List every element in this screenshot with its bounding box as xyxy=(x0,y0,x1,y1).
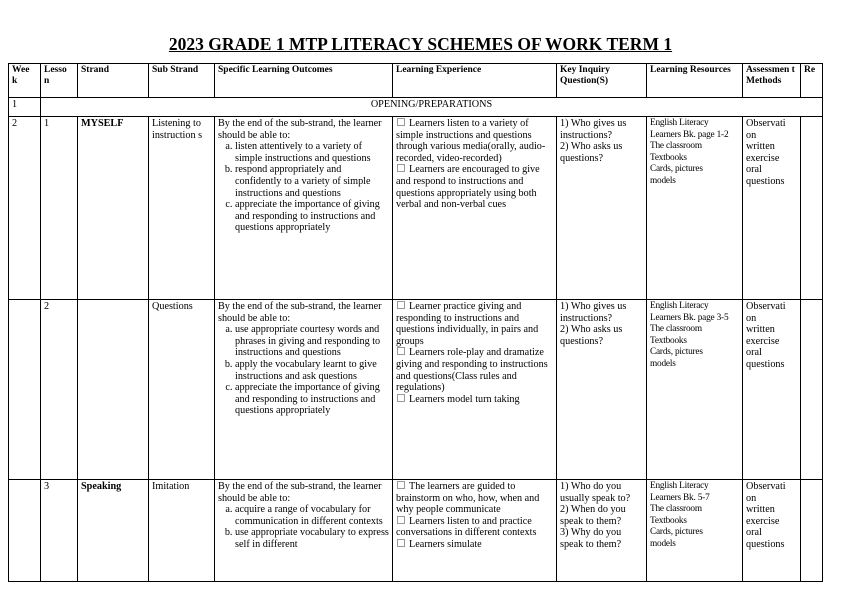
table-row xyxy=(9,117,823,300)
schemes-table xyxy=(8,63,823,582)
experience-cell xyxy=(393,480,557,582)
assessment-item: Observati on xyxy=(746,301,786,324)
column-header: Specific Learning Outcomes xyxy=(215,64,393,98)
substrand-value: Imitation xyxy=(152,481,190,492)
remarks-cell xyxy=(801,117,823,300)
lesson-cell xyxy=(41,480,78,582)
experience-item xyxy=(396,516,553,539)
experience-item xyxy=(396,481,553,516)
assessment-item: oral xyxy=(746,164,762,176)
lesson-cell xyxy=(41,300,78,480)
resource-item: Learners Bk. page 3-5 xyxy=(650,312,729,323)
resource-item: The classroom xyxy=(650,504,702,515)
column-header: Learning Experience xyxy=(393,64,557,98)
experience-item xyxy=(396,394,553,406)
lesson-value: 3 xyxy=(44,481,50,492)
substrand-cell xyxy=(149,300,215,480)
experience-item xyxy=(396,539,553,551)
resource-item: English Literacy xyxy=(650,481,709,491)
outcome-item: a. use appropriate courtesy words and phrases in giving and responding to instructions and questions xyxy=(235,324,389,359)
question-item: 1) Who gives us instructions? xyxy=(560,301,627,324)
question-item: 1) Who do you usually speak to? xyxy=(560,481,631,504)
bullet-box-icon xyxy=(397,347,405,355)
assessment-item: oral xyxy=(746,347,762,359)
question-item: 2) Who asks us questions? xyxy=(560,141,623,164)
assessment-item: exercise xyxy=(746,515,780,527)
outcomes-cell xyxy=(215,300,393,480)
strand-cell xyxy=(78,300,149,480)
lesson-cell xyxy=(41,117,78,300)
table-row xyxy=(9,480,823,582)
outcome-item: c. appreciate the importance of giving and responding to instructions and questions appropriately xyxy=(235,199,389,234)
strand-value: MYSELF xyxy=(81,118,124,129)
outcome-item: c. appreciate the importance of giving and responding to instructions and questions appropriately xyxy=(235,382,389,417)
resource-item: Textbooks xyxy=(650,152,687,163)
column-header: Key Inquiry Question(S) xyxy=(557,64,647,98)
week-cell xyxy=(9,480,41,582)
question-item: 2) Who asks us questions? xyxy=(560,324,623,347)
experience-text: Learners are encouraged to give and respond to instructions and questions appropriately using both verbal and non-verbal cues xyxy=(396,164,540,211)
week-cell xyxy=(9,117,41,300)
questions-cell xyxy=(557,480,647,582)
resource-item: Learners Bk. page 1-2 xyxy=(650,129,729,140)
column-header: Strand xyxy=(78,64,149,98)
week-cell xyxy=(9,300,41,480)
bullet-box-icon xyxy=(397,539,405,547)
substrand-value: Questions xyxy=(152,301,193,312)
bullet-box-icon xyxy=(397,394,405,402)
assessment-item: written xyxy=(746,324,775,336)
week-value: 2 xyxy=(12,118,18,129)
column-header: Wee k xyxy=(9,64,41,98)
remarks-cell xyxy=(801,300,823,480)
column-header: Sub Strand xyxy=(149,64,215,98)
assessment-item: oral xyxy=(746,527,762,539)
experience-text: Learners listen to a variety of simple instructions and questions through various media(orally, audio-recorded, video-recorded) xyxy=(396,118,546,164)
resource-item: Textbooks xyxy=(650,515,687,526)
experience-text: Learners simulate xyxy=(409,538,482,550)
bullet-box-icon xyxy=(397,481,405,489)
column-header: Learning Resources xyxy=(647,64,743,98)
outcome-intro: By the end of the sub-strand, the learner should be able to: xyxy=(218,481,382,504)
resources-cell xyxy=(647,480,743,582)
outcomes-cell xyxy=(215,117,393,300)
resource-item: English Literacy xyxy=(650,118,709,128)
resource-item: Cards, pictures xyxy=(650,347,703,358)
assessment-item: questions xyxy=(746,358,785,370)
page-title: 2023 GRADE 1 MTP LITERACY SCHEMES OF WORK TERM 1 xyxy=(168,34,673,54)
question-item: 2) When do you speak to them? xyxy=(560,504,626,527)
substrand-value: Listening to instruction s xyxy=(152,118,203,141)
bullet-box-icon xyxy=(397,118,405,126)
experience-item xyxy=(396,118,553,164)
resource-item: The classroom xyxy=(650,324,702,335)
outcome-item: a. listen attentively to a variety of simple instructions and questions xyxy=(235,141,389,164)
outcome-item: b. respond appropriately and confidently to a variety of simple instructions and questions xyxy=(235,164,389,199)
opening-cell: OPENING/PREPARATIONS xyxy=(41,98,823,117)
experience-cell xyxy=(393,117,557,300)
bullet-box-icon xyxy=(397,516,405,524)
column-header: Lesso n xyxy=(41,64,78,98)
assessment-item: written xyxy=(746,141,775,153)
resources-cell xyxy=(647,117,743,300)
questions-cell xyxy=(557,117,647,300)
resource-item: models xyxy=(650,175,676,186)
experience-text: Learner practice giving and responding to instructions and questions individually, in pairs and groups xyxy=(396,301,539,347)
resource-item: English Literacy xyxy=(650,301,709,311)
strand-cell xyxy=(78,480,149,582)
assessment-item: exercise xyxy=(746,152,780,164)
outcome-intro: By the end of the sub-strand, the learner should be able to: xyxy=(218,301,382,324)
assessment-cell xyxy=(743,480,801,582)
resources-cell xyxy=(647,300,743,480)
column-header: Re xyxy=(801,64,823,98)
experience-text: Learners listen to and practice conversations in different contexts xyxy=(396,515,537,539)
assessment-cell xyxy=(743,117,801,300)
outcomes-cell xyxy=(215,480,393,582)
outcome-item: b. apply the vocabulary learnt to give instructions and ask questions xyxy=(235,359,389,382)
assessment-item: Observati on xyxy=(746,481,786,504)
experience-text: The learners are guided to brainstorm on who, how, when and why people communicate xyxy=(396,481,540,516)
remarks-cell xyxy=(801,480,823,582)
assessment-item: exercise xyxy=(746,335,780,347)
week-1-row xyxy=(9,98,823,117)
resource-item: Cards, pictures xyxy=(650,164,703,175)
substrand-cell xyxy=(149,480,215,582)
assessment-cell xyxy=(743,300,801,480)
outcome-item: b. use appropriate vocabulary to express self in different xyxy=(235,527,389,550)
week-cell: 1 xyxy=(9,98,41,117)
experience-item xyxy=(396,301,553,347)
bullet-box-icon xyxy=(397,164,405,172)
resource-item: The classroom xyxy=(650,141,702,152)
experience-item xyxy=(396,164,553,210)
header-row xyxy=(9,64,823,98)
experience-item xyxy=(396,347,553,393)
resource-item: Cards, pictures xyxy=(650,527,703,538)
table-row xyxy=(9,300,823,480)
lesson-value: 2 xyxy=(44,301,50,312)
substrand-cell xyxy=(149,117,215,300)
assessment-item: Observati on xyxy=(746,118,786,141)
resource-item: Textbooks xyxy=(650,335,687,346)
resource-item: models xyxy=(650,358,676,369)
lesson-value: 1 xyxy=(44,118,50,129)
bullet-box-icon xyxy=(397,301,405,309)
strand-value: Speaking xyxy=(81,481,122,492)
questions-cell xyxy=(557,300,647,480)
experience-text: Learners role-play and dramatize giving and responding to instructions and questions(Class rules and regulations) xyxy=(396,347,548,394)
assessment-item: questions xyxy=(746,538,785,550)
resource-item: Learners Bk. 5-7 xyxy=(650,492,710,503)
question-item: 1) Who gives us instructions? xyxy=(560,118,627,141)
experience-cell xyxy=(393,300,557,480)
outcome-item: a. acquire a range of vocabulary for communication in different contexts xyxy=(235,504,389,527)
outcome-intro: By the end of the sub-strand, the learner should be able to: xyxy=(218,118,382,141)
strand-cell xyxy=(78,117,149,300)
resource-item: models xyxy=(650,538,676,549)
experience-text: Learners model turn taking xyxy=(409,393,520,405)
question-item: 3) Why do you speak to them? xyxy=(560,527,622,550)
column-header: Assessmen t Methods xyxy=(743,64,801,98)
assessment-item: written xyxy=(746,504,775,516)
assessment-item: questions xyxy=(746,175,785,187)
